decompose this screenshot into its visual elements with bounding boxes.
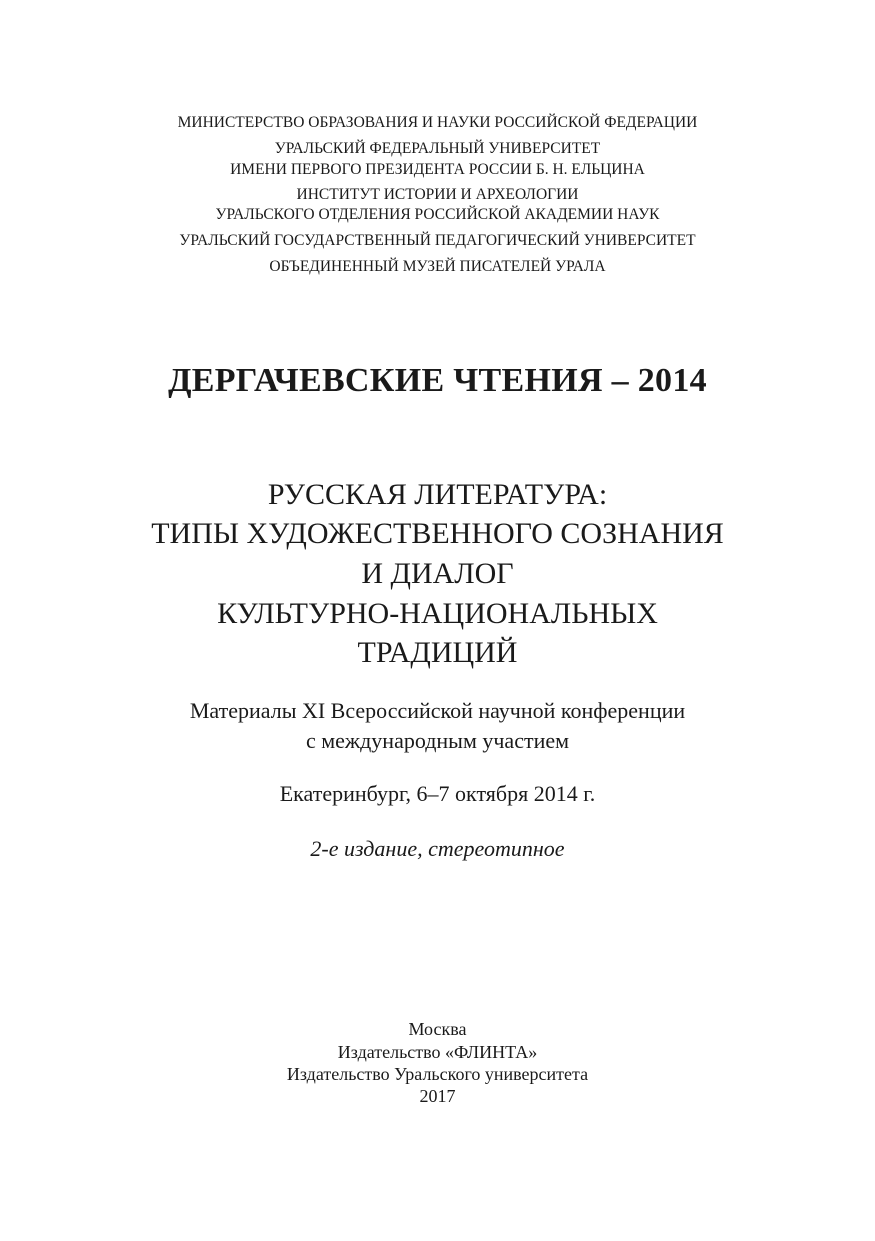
materials-line-2: с международным участием bbox=[305, 728, 570, 753]
subject-line-1: РУССКАЯ ЛИТЕРАТУРА: bbox=[267, 478, 608, 511]
subject-line-4: КУЛЬТУРНО-НАЦИОНАЛЬНЫХ bbox=[217, 597, 658, 630]
org-line-museum: ОБЪЕДИНЕННЫЙ МУЗЕЙ ПИСАТЕЛЕЙ УРАЛА bbox=[269, 258, 606, 275]
org-line-ministry: МИНИСТЕРСТВО ОБРАЗОВАНИЯ И НАУКИ РОССИЙСКОЙ ФЕДЕРАЦИИ bbox=[177, 114, 698, 131]
org-line-ras-branch: УРАЛЬСКОГО ОТДЕЛЕНИЯ РОССИЙСКОЙ АКАДЕМИИ НАУК bbox=[215, 206, 660, 223]
imprint-city: Москва bbox=[408, 1019, 467, 1039]
subject-line-2: ТИПЫ ХУДОЖЕСТВЕННОГО СОЗНАНИЯ bbox=[151, 517, 724, 550]
conference-title: ДЕРГАЧЕВСКИЕ ЧТЕНИЯ – 2014 bbox=[168, 362, 707, 399]
imprint-publisher-flinta: Издательство «ФЛИНТА» bbox=[337, 1042, 538, 1062]
imprint-year: 2017 bbox=[419, 1086, 456, 1106]
org-line-institute: ИНСТИТУТ ИСТОРИИ И АРХЕОЛОГИИ bbox=[296, 186, 579, 203]
subject-line-3: И ДИАЛОГ bbox=[361, 557, 514, 590]
edition-note: 2-е издание, стереотипное bbox=[310, 836, 565, 861]
place-date: Екатеринбург, 6–7 октября 2014 г. bbox=[279, 781, 596, 806]
subject-line-5: ТРАДИЦИЙ bbox=[357, 636, 518, 669]
materials-line-1: Материалы XI Всероссийской научной конференции bbox=[189, 698, 686, 723]
org-line-urfu-name: ИМЕНИ ПЕРВОГО ПРЕЗИДЕНТА РОССИИ Б. Н. ЕЛЬЦИНА bbox=[230, 161, 645, 178]
imprint-publisher-urfu: Издательство Уральского университета bbox=[286, 1064, 589, 1084]
org-line-uspu: УРАЛЬСКИЙ ГОСУДАРСТВЕННЫЙ ПЕДАГОГИЧЕСКИЙ УНИВЕРСИТЕТ bbox=[179, 232, 696, 249]
org-line-urfu: УРАЛЬСКИЙ ФЕДЕРАЛЬНЫЙ УНИВЕРСИТЕТ bbox=[274, 140, 601, 157]
